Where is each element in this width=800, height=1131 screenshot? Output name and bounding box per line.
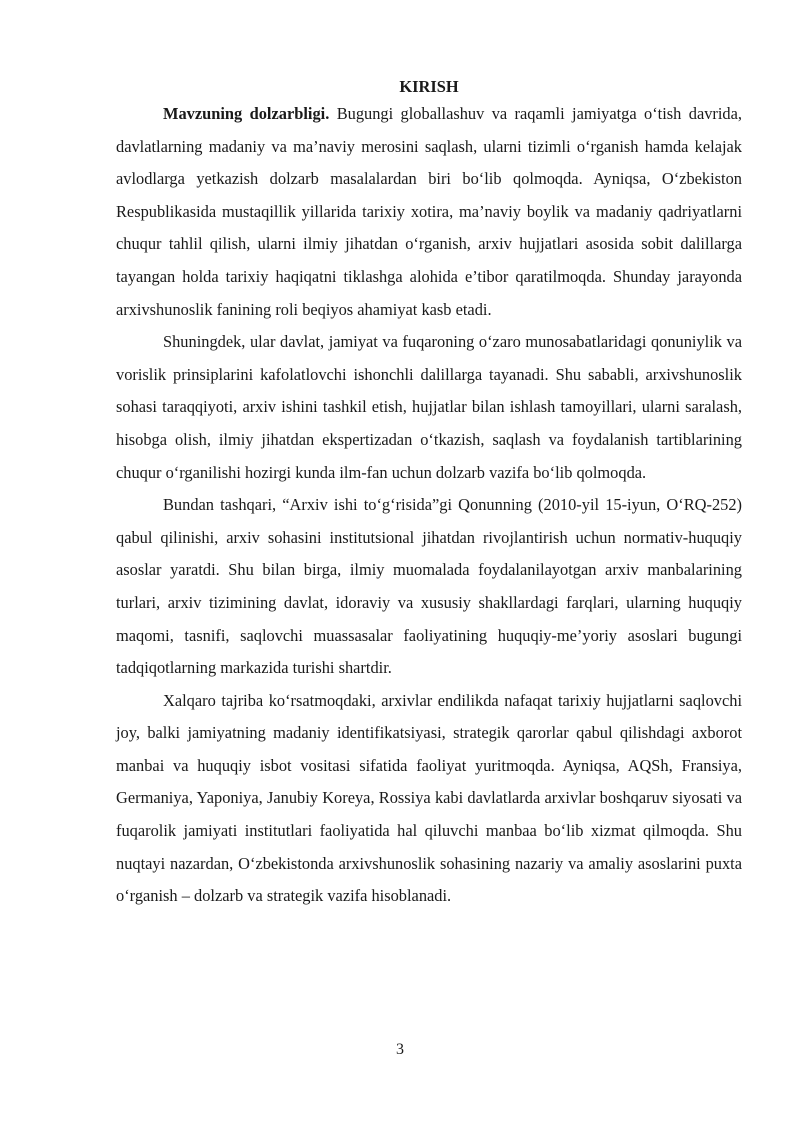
paragraph-text: Shuningdek, ular davlat, jamiyat va fuqaroning o‘zaro munosabatlaridagi qonuniylik va vorislik prinsiplarini kafolatlovchi ishonchli dalillarga tayanadi. Shu sababli, arxivshunoslik sohasi taraqqiyoti, arxiv ishini tashkil etish, hujjatlar bilan ishlash tamoyillari, ularni saralash, hisobga olish, ilmiy jihatdan ekspertizadan o‘tkazish, saqlash va foydalanish tartiblarining chuqur o‘rganilishi hozirgi kunda ilm-fan uchun dolzarb vazifa bo‘lib qolmoqda. (116, 332, 742, 482)
paragraph-principles (116, 326, 742, 489)
paragraph-text: Xalqaro tajriba ko‘rsatmoqdaki, arxivlar endilikda nafaqat tarixiy hujjatlarni saqlovchi joy, balki jamiyatning madaniy identifikatsiyasi, strategik qarorlar qabul qilishdagi axborot manbai va huquqiy isbot vositasi sifatida faoliyat yuritmoqda. Ayniqsa, AQSh, Fransiya, Germaniya, Yaponiya, Janubiy Koreya, Rossiya kabi davlatlarda arxivlar boshqaruv siyosati va fuqarolik jamiyati institutlari faoliyatida hal qiluvchi manbaa bo‘lib xizmat qilmoqda. Shu nuqtayi nazardan, O‘zbekistonda arxivshunoslik sohasining nazariy va amaliy asoslarini puxta o‘rganish – dolzarb va strategik vazifa hisoblanadi. (116, 690, 742, 906)
page-number: 3 (396, 1041, 404, 1058)
paragraph-text: Bundan tashqari, “Arxiv ishi to‘g‘risida”gi Qonunning (2010-yil 15-iyun, O‘RQ-252) qabul qilinishi, arxiv sohasini institutsional jihatdan rivojlantirish uchun normativ-huquqiy asoslar yaratdi. Shu bilan birga, ilmiy muomalada foydalanilayotgan arxiv manbalarining turlari, arxiv tizimining davlat, idoraviy va xususiy shakllardagi farqlari, ularning huquqiy maqomi, tasnifi, saqlovchi muassasalar faoliyatining huquqiy-me’yoriy asoslari bugungi tadqiqotlarning markazida turishi shartdir. (116, 495, 742, 678)
page-content (116, 76, 742, 913)
paragraph-text: Bugungi globallashuv va raqamli jamiyatga o‘tish davrida, davlatlarning madaniy va ma’naviy merosini saqlash, ularni tizimli o‘rganish hamda kelajak avlodlarga yetkazish dolzarb masalalardan biri bo‘lib qolmoqda. Ayniqsa, O‘zbekiston Respublikasida mustaqillik yillarida tarixiy xotira, ma’naviy boylik va madaniy qadriyatlarni chuqur tahlil qilish, ularni ilmiy jihatdan o‘rganish, arxiv hujjatlari asosida sobit dalillarga tayangan holda tarixiy haqiqatni tiklashga alohida e’tibor qaratilmoqda. Shunday jarayonda arxivshunoslik fanining roli beqiyos ahamiyat kasb etadi. (116, 104, 742, 319)
paragraph-international (116, 685, 742, 913)
paragraph-law (116, 489, 742, 685)
paragraph-lead: Mavzuning dolzarbligi. (163, 104, 330, 123)
section-heading: KIRISH (399, 77, 459, 96)
paragraph-relevance (116, 98, 742, 326)
